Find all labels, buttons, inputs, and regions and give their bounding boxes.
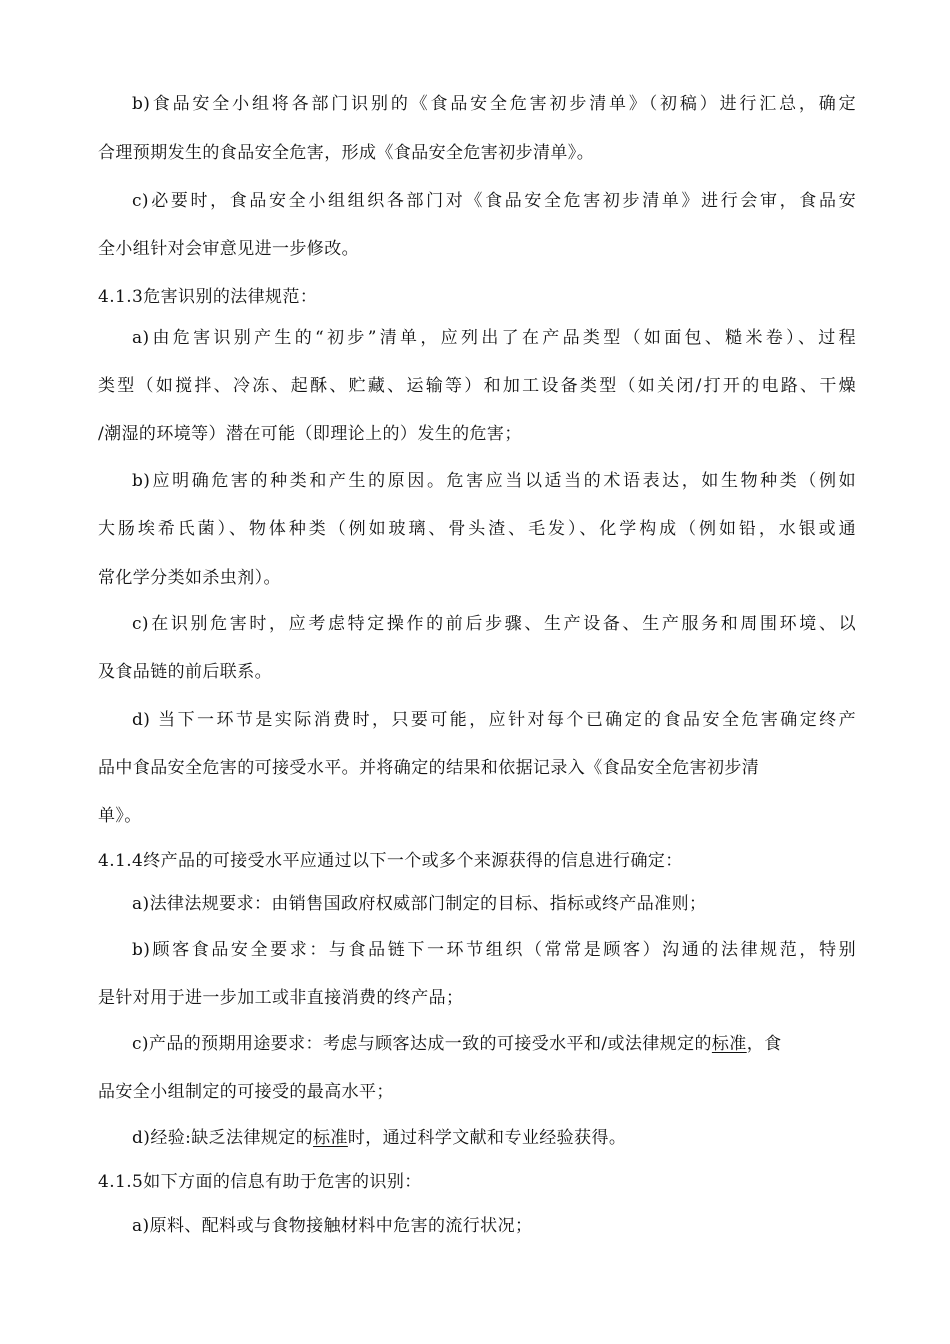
standard-underlined-text: 标准 xyxy=(313,1128,348,1148)
para-b-customer-requirements-line2: 是针对用于进一步加工或非直接消费的终产品； xyxy=(98,988,464,1008)
para-c-intended-use-text-a: c)产品的预期用途要求：考虑与顾客达成一致的可接受水平和/或法律规定的 xyxy=(132,1034,712,1054)
para-a-prevalence: a)原料、配料或与食物接触材料中危害的流行状况； xyxy=(132,1216,533,1236)
para-b-customer-requirements-line1: b)顾客食品安全要求：与食品链下一环节组织（常常是顾客）沟通的法律规范，特别 xyxy=(132,940,856,960)
para-d-experience-text-b: 时，通过科学文献和专业经验获得。 xyxy=(347,1128,627,1148)
para-c-intended-use-line1 xyxy=(132,1032,782,1056)
para-b-hazard-types-line2: 大肠埃希氏菌）、物体种类（例如玻璃、骨头渣、毛发）、化学构成（例如铅，水银或通 xyxy=(98,519,856,539)
para-c-review-line2: 全小组针对会审意见进一步修改。 xyxy=(98,239,359,259)
section-heading-4-1-4: 4.1.4终产品的可接受水平应通过以下一个或多个来源获得的信息进行确定： xyxy=(98,851,683,871)
para-d-acceptable-level-line3: 单》。 xyxy=(98,806,142,826)
para-b-summary-line1: b)食品安全小组将各部门识别的《食品安全危害初步清单》（初稿）进行汇总，确定 xyxy=(132,94,856,114)
para-b-hazard-types-line3: 常化学分类如杀虫剂）。 xyxy=(98,568,281,588)
para-d-acceptable-level-line2: 品中食品安全危害的可接受水平。并将确定的结果和依据记录入《食品安全危害初步清 xyxy=(98,758,760,778)
para-a-initial-list-line2: 类型（如搅拌、冷冻、起酥、贮藏、运输等）和加工设备类型（如关闭/打开的电路、干燥 xyxy=(98,376,856,396)
para-b-summary-line2: 合理预期发生的食品安全危害，形成《食品安全危害初步清单》。 xyxy=(98,143,595,163)
section-heading-4-1-3: 4.1.3危害识别的法律规范： xyxy=(98,287,318,307)
standard-underlined-text: 标准 xyxy=(711,1034,747,1054)
para-c-intended-use-line2: 品安全小组制定的可接受的最高水平； xyxy=(98,1082,394,1102)
para-a-initial-list-line3: /潮湿的环境等）潜在可能（即理论上的）发生的危害； xyxy=(98,424,522,444)
para-c-identify-line2: 及食品链的前后联系。 xyxy=(98,662,272,682)
para-c-intended-use-text-b: ，食 xyxy=(746,1034,782,1054)
para-a-initial-list-line1: a)由危害识别产生的“初步”清单，应列出了在产品类型（如面包、糙米卷）、过程 xyxy=(132,328,856,348)
para-d-experience xyxy=(132,1126,626,1150)
para-a-legal-requirements: a)法律法规要求：由销售国政府权威部门制定的目标、指标或终产品准则； xyxy=(132,894,707,914)
para-c-identify-line1: c)在识别危害时，应考虑特定操作的前后步骤、生产设备、生产服务和周围环境、以 xyxy=(132,614,856,634)
section-heading-4-1-5: 4.1.5如下方面的信息有助于危害的识别： xyxy=(98,1172,422,1192)
para-d-experience-text-a: d)经验:缺乏法律规定的 xyxy=(132,1128,314,1148)
para-b-hazard-types-line1: b)应明确危害的种类和产生的原因。危害应当以适当的术语表达，如生物种类（例如 xyxy=(132,471,856,491)
para-d-acceptable-level-line1: d) 当下一环节是实际消费时，只要可能，应针对每个已确定的食品安全危害确定终产 xyxy=(132,710,856,730)
para-c-review-line1: c)必要时，食品安全小组组织各部门对《食品安全危害初步清单》进行会审，食品安 xyxy=(132,191,856,211)
